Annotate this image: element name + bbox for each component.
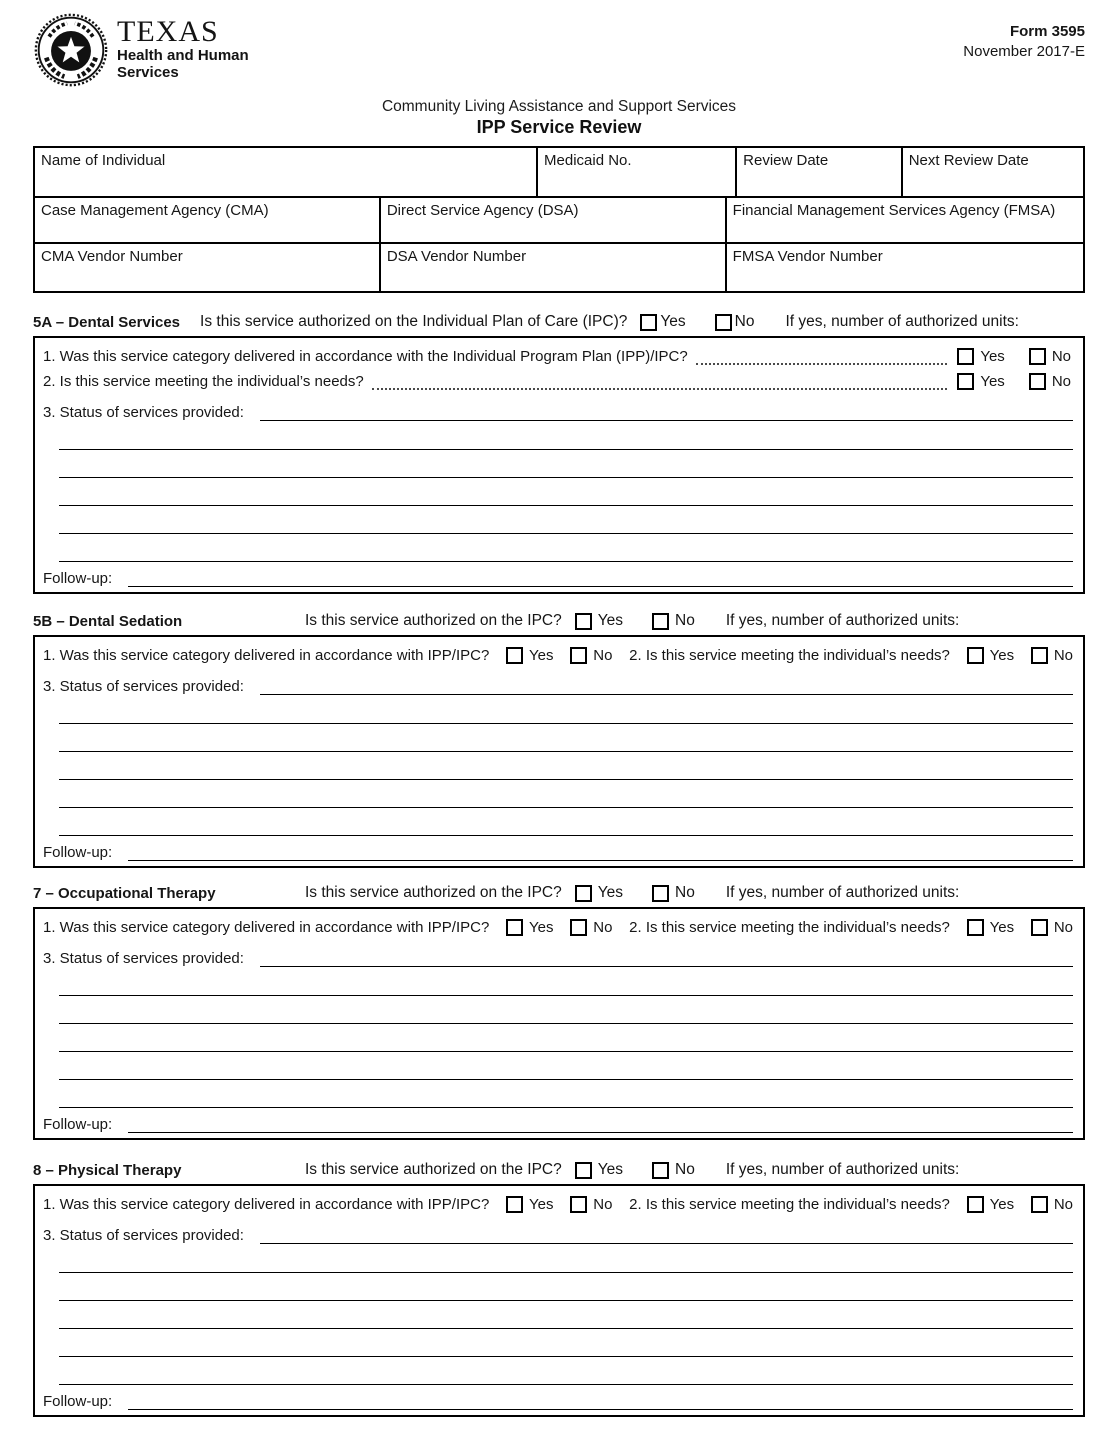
section-8-questions-row (43, 1192, 1073, 1217)
status-of-services-label: 3. Status of services provided: (43, 950, 244, 967)
section-7-authorized-units-label: If yes, number of authorized units: (725, 884, 960, 901)
question-1-text: 1. Was this service category delivered in accordance with IPP/IPC? (43, 919, 490, 936)
dsa-field[interactable] (381, 198, 727, 242)
section-5a-status-input-line[interactable] (260, 403, 1073, 421)
dsa-vendor-number-field[interactable] (381, 244, 727, 291)
section-7-q1-no-checkbox[interactable] (570, 919, 587, 936)
section-7-occupational-therapy (33, 882, 1085, 1140)
section-7-q1-yes-checkbox[interactable] (506, 919, 523, 936)
no-label: No (1053, 919, 1073, 936)
form-number: Form 3595 (1009, 23, 1085, 40)
section-5b-q2-yes-checkbox[interactable] (967, 647, 984, 664)
section-8-q2-yes-checkbox[interactable] (967, 1196, 984, 1213)
info-row-2 (35, 198, 1083, 244)
section-7-write-line-3[interactable] (59, 1024, 1073, 1052)
section-5b-questions-row (43, 643, 1073, 668)
section-7-followup-row (43, 1108, 1073, 1134)
section-5b-authorized-yes-checkbox[interactable] (575, 613, 592, 630)
section-8-write-line-5[interactable] (59, 1357, 1073, 1385)
no-label: No (675, 612, 695, 629)
section-5b-authorized-units-label: If yes, number of authorized units: (725, 612, 960, 629)
status-of-services-label: 3. Status of services provided: (43, 404, 244, 421)
section-5a-q2-no-checkbox[interactable] (1029, 373, 1046, 390)
section-5a-dental-services (33, 311, 1085, 594)
yes-label: Yes (980, 373, 1005, 390)
section-7-questions-row (43, 915, 1073, 940)
section-7-q2-no-checkbox[interactable] (1031, 919, 1048, 936)
name-of-individual-field[interactable] (35, 148, 538, 196)
section-7-write-line-5[interactable] (59, 1080, 1073, 1108)
cma-label: Case Management Agency (CMA) (41, 202, 269, 219)
section-7-write-line-1[interactable] (59, 968, 1073, 996)
section-8-write-line-4[interactable] (59, 1329, 1073, 1357)
cma-field[interactable] (35, 198, 381, 242)
section-8-status-input-line[interactable] (260, 1226, 1073, 1244)
question-2-text: 2. Is this service meeting the individual’s needs? (629, 647, 950, 664)
no-label: No (593, 1196, 613, 1213)
section-5b-followup-row (43, 836, 1073, 862)
no-label: No (1051, 373, 1071, 390)
fmsa-field[interactable] (727, 198, 1083, 242)
section-7-status-input-line[interactable] (260, 949, 1073, 967)
section-8-authorized-yes-checkbox[interactable] (575, 1162, 592, 1179)
section-5a-write-line-1[interactable] (59, 422, 1073, 450)
yes-label: Yes (597, 612, 624, 629)
form-title: IPP Service Review (476, 117, 642, 137)
no-label: No (1053, 647, 1073, 664)
question-1-text: 1. Was this service category delivered in accordance with IPP/IPC? (43, 647, 490, 664)
fmsa-vendor-number-field[interactable] (727, 244, 1083, 291)
section-8-write-line-1[interactable] (59, 1245, 1073, 1273)
yes-label: Yes (989, 919, 1015, 936)
individual-info-table (33, 146, 1085, 293)
section-7-write-line-4[interactable] (59, 1052, 1073, 1080)
next-review-date-label: Next Review Date (908, 152, 1029, 169)
texas-state-seal-icon (33, 12, 109, 88)
section-8-write-line-2[interactable] (59, 1273, 1073, 1301)
agency-name-texas: TEXAS (117, 15, 219, 48)
section-5a-body (33, 336, 1085, 594)
dsa-vendor-number-label: DSA Vendor Number (386, 248, 527, 265)
page-header (33, 12, 1085, 96)
section-7-followup-input-line[interactable] (128, 1115, 1073, 1133)
section-5a-q1-no-checkbox[interactable] (1029, 348, 1046, 365)
agency-name (117, 15, 249, 81)
section-5b-status-row (43, 668, 1073, 696)
section-5b-write-line-3[interactable] (59, 752, 1073, 780)
section-7-status-row (43, 940, 1073, 968)
section-5a-question-1 (43, 344, 1073, 369)
section-7-q2-yes-checkbox[interactable] (967, 919, 984, 936)
next-review-date-field[interactable] (903, 148, 1083, 196)
yes-label: Yes (597, 1161, 624, 1178)
section-5a-q1-yes-checkbox[interactable] (957, 348, 974, 365)
form-identifier (963, 22, 1085, 61)
section-8-q1-yes-checkbox[interactable] (506, 1196, 523, 1213)
section-8-body (33, 1184, 1085, 1417)
section-5a-question-2 (43, 369, 1073, 394)
dsa-label: Direct Service Agency (DSA) (386, 202, 579, 219)
no-label: No (593, 647, 613, 664)
fmsa-vendor-number-label: FMSA Vendor Number (732, 248, 883, 265)
section-5b-q1-no-checkbox[interactable] (570, 647, 587, 664)
name-of-individual-label: Name of Individual (41, 152, 166, 169)
no-label: No (593, 919, 613, 936)
question-2-text: 2. Is this service meeting the individual’s needs? (629, 919, 950, 936)
yes-label: Yes (529, 647, 554, 664)
no-label: No (734, 313, 755, 330)
medicaid-no-label: Medicaid No. (544, 152, 632, 169)
section-5a-write-line-2[interactable] (59, 450, 1073, 478)
section-5b-auth-question: Is this service authorized on the IPC? (305, 612, 562, 629)
section-5a-header (33, 311, 1085, 333)
section-8-auth-question: Is this service authorized on the IPC? (305, 1161, 562, 1178)
section-5b-write-line-4[interactable] (59, 780, 1073, 808)
yes-label: Yes (980, 348, 1005, 365)
dotted-leader (696, 351, 948, 365)
no-label: No (1051, 348, 1071, 365)
section-8-heading: 8 – Physical Therapy (33, 1161, 182, 1179)
section-8-physical-therapy (33, 1159, 1085, 1417)
section-5b-dental-sedation (33, 610, 1085, 868)
status-of-services-label: 3. Status of services provided: (43, 678, 244, 695)
section-5a-followup-input-line[interactable] (128, 569, 1073, 587)
followup-label: Follow-up: (43, 570, 113, 587)
program-title: Community Living Assistance and Support Services (381, 98, 737, 115)
title-block (33, 98, 1085, 138)
section-5a-q2-yes-checkbox[interactable] (957, 373, 974, 390)
cma-vendor-number-label: CMA Vendor Number (41, 248, 183, 265)
section-5b-write-line-1[interactable] (59, 696, 1073, 724)
yes-label: Yes (660, 313, 686, 330)
section-8-write-line-3[interactable] (59, 1301, 1073, 1329)
section-5b-body (33, 635, 1085, 868)
section-5a-write-line-5[interactable] (59, 534, 1073, 562)
followup-label: Follow-up: (43, 1116, 113, 1133)
section-5b-write-line-2[interactable] (59, 724, 1073, 752)
section-7-authorized-no-checkbox[interactable] (652, 885, 669, 902)
section-5b-write-line-5[interactable] (59, 808, 1073, 836)
yes-label: Yes (529, 1196, 554, 1213)
info-row-3 (35, 244, 1083, 291)
question-1-text: 1. Was this service category delivered in accordance with IPP/IPC? (43, 1196, 490, 1213)
agency-name-line2: Health and Human (117, 46, 249, 64)
section-8-q2-no-checkbox[interactable] (1031, 1196, 1048, 1213)
section-7-authorized-yes-checkbox[interactable] (575, 885, 592, 902)
section-5b-q2-no-checkbox[interactable] (1031, 647, 1048, 664)
section-5a-heading: 5A – Dental Services (33, 313, 181, 331)
section-5b-authorized-no-checkbox[interactable] (652, 613, 669, 630)
section-8-q1-no-checkbox[interactable] (570, 1196, 587, 1213)
section-5a-auth-question: Is this service authorized on the Individual Plan of Care (IPC)? (200, 313, 628, 330)
yes-label: Yes (989, 647, 1015, 664)
section-5b-status-input-line[interactable] (260, 677, 1073, 695)
section-5b-followup-input-line[interactable] (128, 843, 1073, 861)
info-row-1 (35, 148, 1083, 198)
section-5b-q1-yes-checkbox[interactable] (506, 647, 523, 664)
section-8-authorized-units-label: If yes, number of authorized units: (725, 1161, 960, 1178)
section-5a-write-line-3[interactable] (59, 478, 1073, 506)
section-7-write-line-2[interactable] (59, 996, 1073, 1024)
review-date-field[interactable] (737, 148, 903, 196)
section-5a-followup-row (43, 562, 1073, 588)
status-of-services-label: 3. Status of services provided: (43, 1227, 244, 1244)
section-5b-header (33, 610, 1085, 632)
fmsa-label: Financial Management Services Agency (FMSA) (732, 202, 1056, 219)
dotted-leader (372, 376, 948, 390)
no-label: No (675, 884, 695, 901)
section-8-header (33, 1159, 1085, 1181)
followup-label: Follow-up: (43, 1393, 113, 1410)
section-7-body (33, 907, 1085, 1140)
yes-label: Yes (529, 919, 554, 936)
section-7-auth-question: Is this service authorized on the IPC? (305, 884, 562, 901)
question-2-text: 2. Is this service meeting the individual’s needs? (629, 1196, 950, 1213)
question-2-text: 2. Is this service meeting the individual’s needs? (43, 373, 364, 390)
no-label: No (675, 1161, 695, 1178)
no-label: No (1053, 1196, 1073, 1213)
followup-label: Follow-up: (43, 844, 113, 861)
section-8-followup-row (43, 1385, 1073, 1411)
section-7-header (33, 882, 1085, 904)
section-5a-authorized-no-checkbox[interactable] (715, 314, 732, 331)
section-8-authorized-no-checkbox[interactable] (652, 1162, 669, 1179)
yes-label: Yes (989, 1196, 1015, 1213)
section-5a-authorized-units-label: If yes, number of authorized units: (785, 313, 1019, 330)
section-5a-status-row (43, 394, 1073, 422)
agency-name-line3: Services (117, 63, 179, 81)
section-7-heading: 7 – Occupational Therapy (33, 884, 216, 902)
question-1-text: 1. Was this service category delivered in accordance with the Individual Program Plan (IPP)/IPC? (43, 348, 688, 365)
form-edition: November 2017-E (963, 42, 1085, 60)
section-5a-write-line-4[interactable] (59, 506, 1073, 534)
yes-label: Yes (597, 884, 624, 901)
section-8-followup-input-line[interactable] (128, 1392, 1073, 1410)
section-5b-heading: 5B – Dental Sedation (33, 612, 183, 630)
review-date-label: Review Date (743, 152, 829, 169)
cma-vendor-number-field[interactable] (35, 244, 381, 291)
section-5a-authorized-yes-checkbox[interactable] (640, 314, 657, 331)
texas-hhs-logo (33, 12, 249, 88)
medicaid-no-field[interactable] (538, 148, 737, 196)
section-8-status-row (43, 1217, 1073, 1245)
